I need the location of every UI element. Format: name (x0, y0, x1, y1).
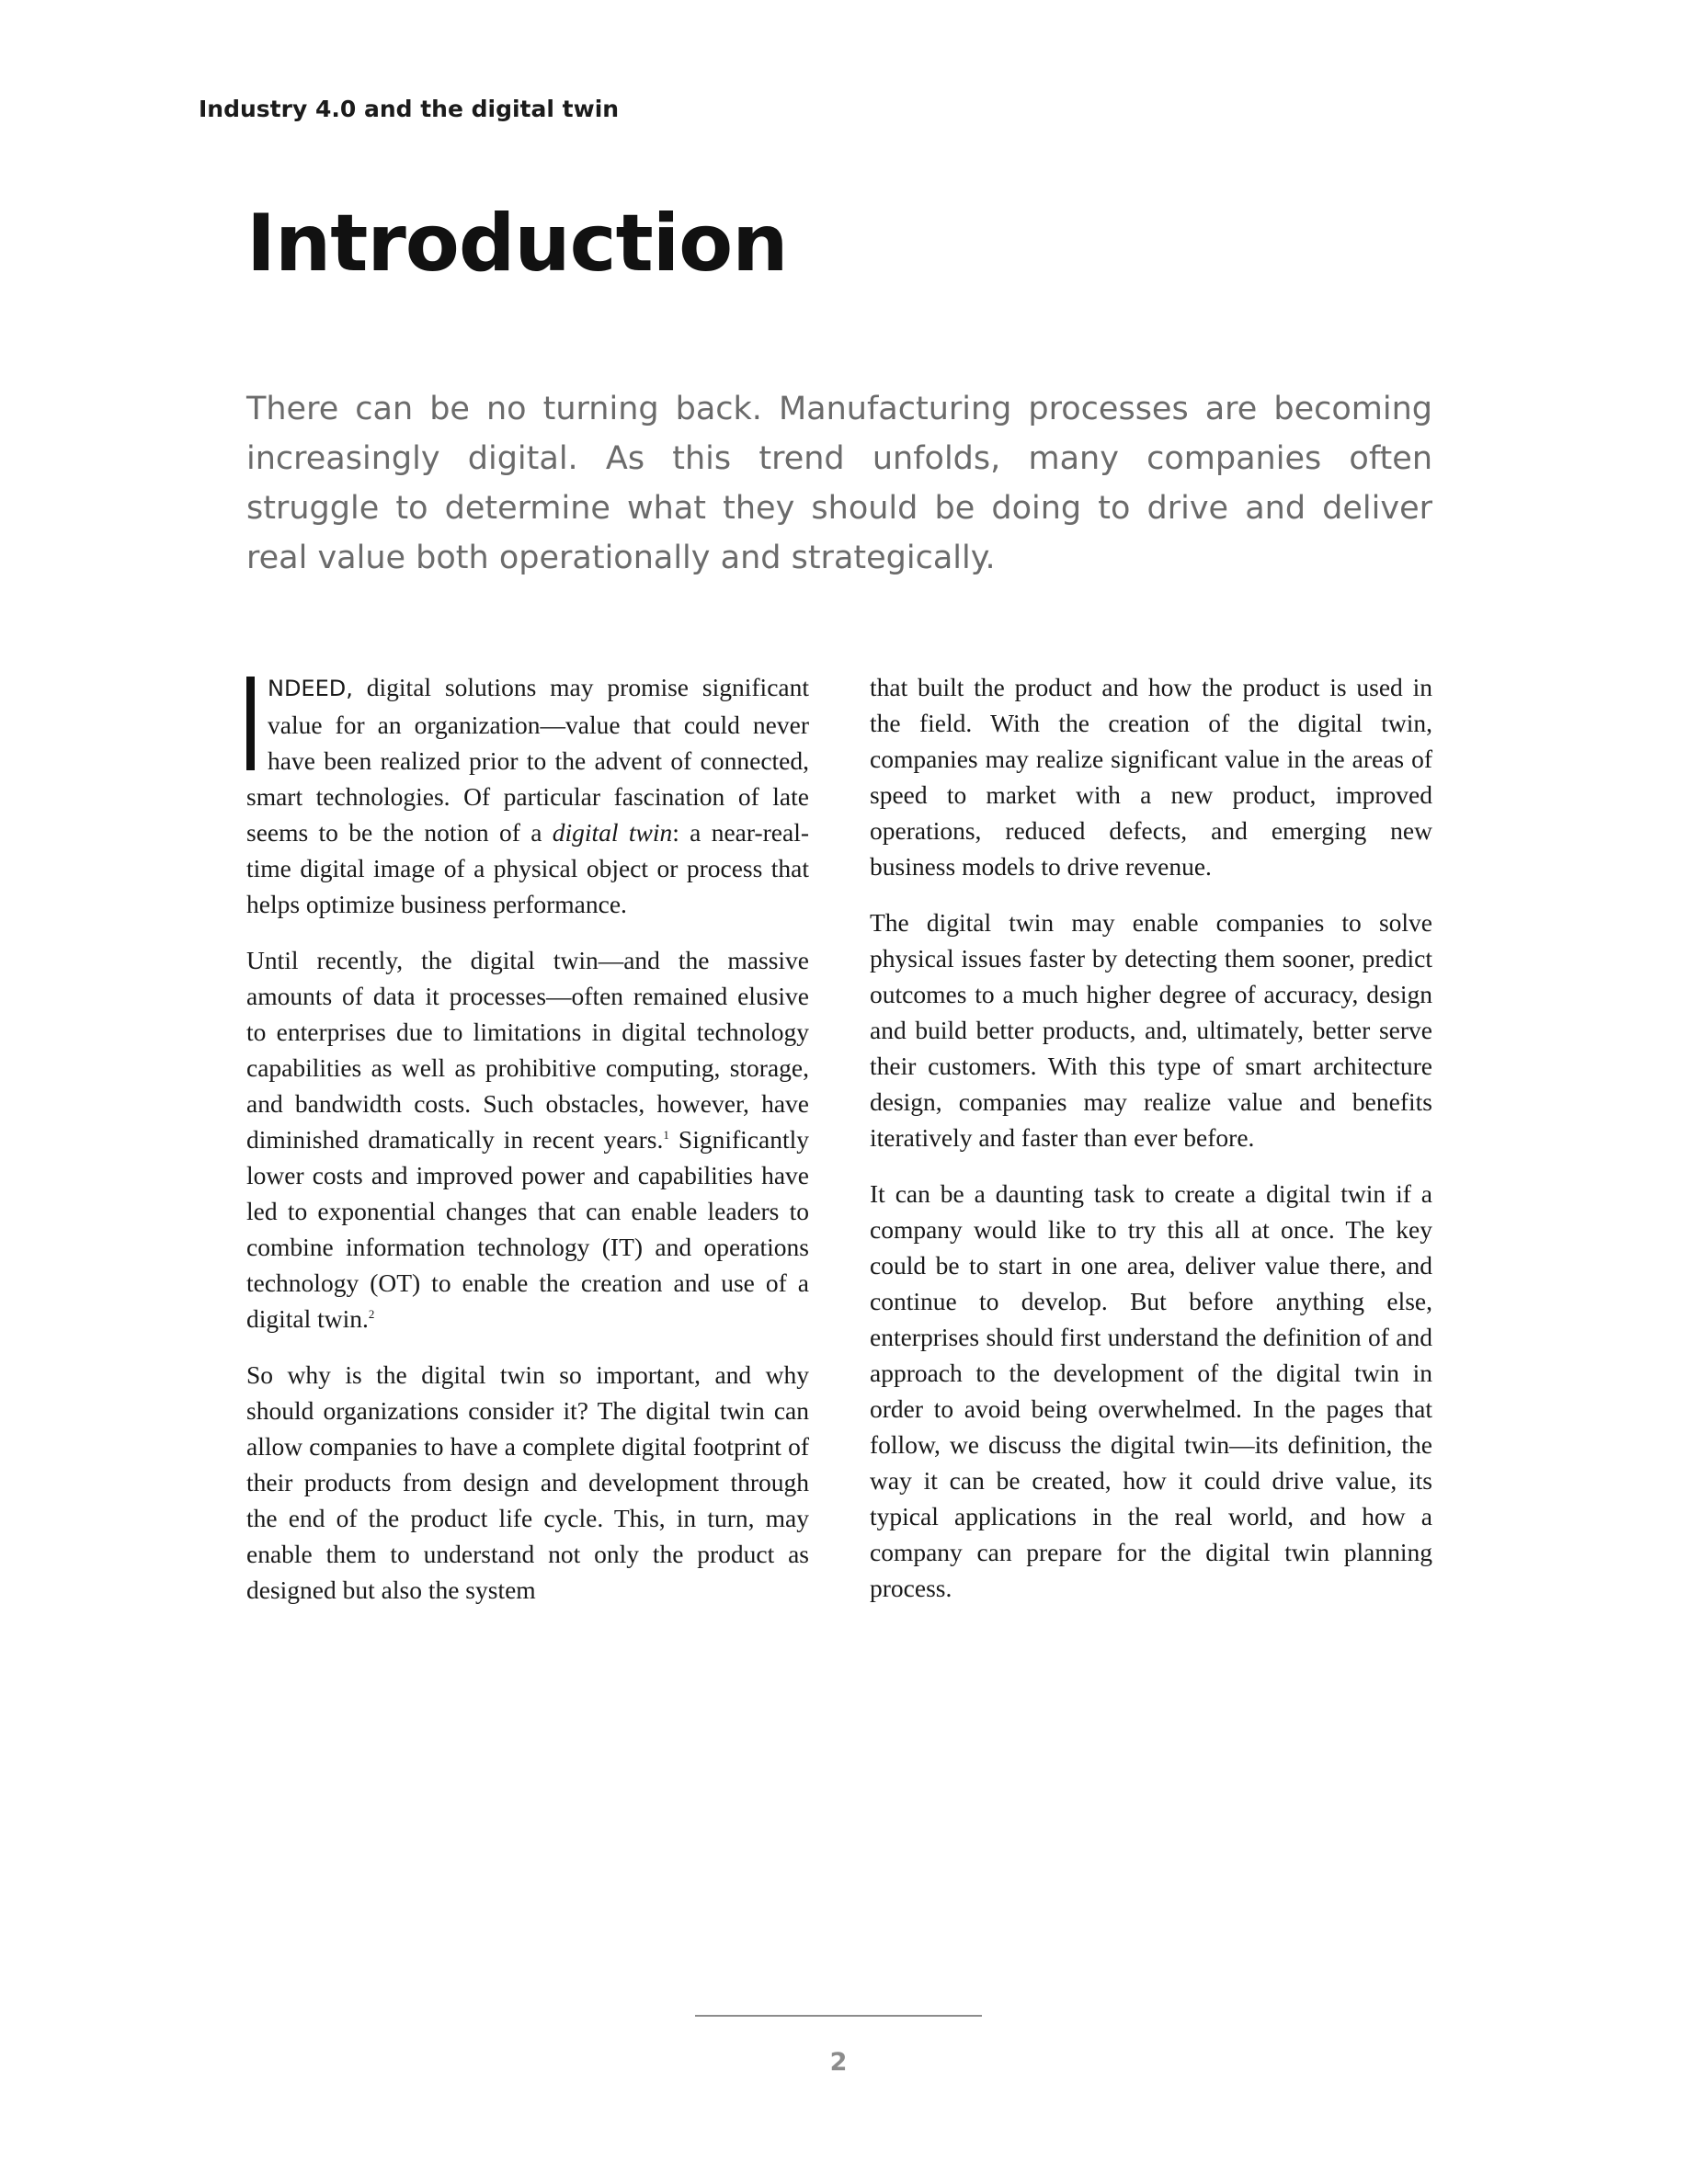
body-text: Until recently, the digital twin—and the massive amounts of data it processes—often remained elusive to enterprises due to limitations in digital technology capabilities as well as prohibitive computing, storage, and bandwidth costs. Such obstacles, however, have diminished dramatically in recent years. (246, 946, 809, 1154)
page-number: 2 (829, 2048, 848, 2076)
body-text: : a near-real-time digital image of a physical object or process that helps optimize business performance. (246, 818, 809, 918)
body-column-left (246, 669, 809, 1628)
body-paragraph-3: So why is the digital twin so important, and why should organizations consider it? The digital twin can allow companies to have a complete digital footprint of their products from design and development through the end of the product life cycle. This, in turn, may enable them to understand not only the product as designed but also the system (246, 1360, 809, 1604)
emphasis-term: digital twin (552, 818, 673, 847)
page-title: Introduction (246, 198, 788, 290)
body-paragraph-4: The digital twin may enable companies to solve physical issues faster by detecting them sooner, predict outcomes to a much higher degree of accuracy, design and build better products, and, ultimately, better serve their customers. With this type of smart architecture design, companies may realize value and benefits iteratively and faster than ever before. (870, 908, 1432, 1152)
footnote-ref: 2 (368, 1306, 375, 1321)
lead-paragraph: There can be no turning back. Manufacturing processes are becoming increasingly digital. As this trend unfolds, many companies often struggle to determine what they should be doing to drive and deliver real value both operationally and strategically. (246, 391, 1432, 576)
footer-divider (695, 2015, 982, 2017)
drop-cap-bar (246, 677, 255, 770)
body-column-right (870, 669, 1432, 1626)
running-header: Industry 4.0 and the digital twin (199, 96, 620, 122)
body-paragraph-5: It can be a daunting task to create a digital twin if a company would like to try this all at once. The key could be to start in one area, deliver value there, and continue to develop. But before anything else, enterprises should first understand the definition of and approach to the development of the digital twin in order to avoid being overwhelmed. In the pages that follow, we discuss the digital twin—its definition, the way it can be created, how it could drive value, its typical applications in the real world, and how a company can prepare for the digital twin planning process. (870, 1179, 1432, 1602)
drop-cap-word: NDEED, (268, 676, 353, 701)
body-paragraph-3-continued: that built the product and how the product is used in the field. With the creation of the digital twin, companies may realize significant value in the areas of speed to market with a new product, improved operations, reduced defects, and emerging new business models to drive revenue. (870, 673, 1432, 881)
body-text: digital solutions may promise significant value for an organization—value that could never have been realized prior to the advent of connected, smart technologies. Of particular fascination of late seems to be the notion of a (246, 673, 809, 847)
body-paragraph-1 (246, 669, 809, 922)
body-text: Significantly lower costs and improved power and capabilities have led to exponential changes that can enable leaders to combine information technology (IT) and operations technology (OT) to enable the creation and use of a digital twin. (246, 1125, 809, 1333)
footnote-ref: 1 (663, 1127, 669, 1142)
body-paragraph-2 (246, 942, 809, 1337)
